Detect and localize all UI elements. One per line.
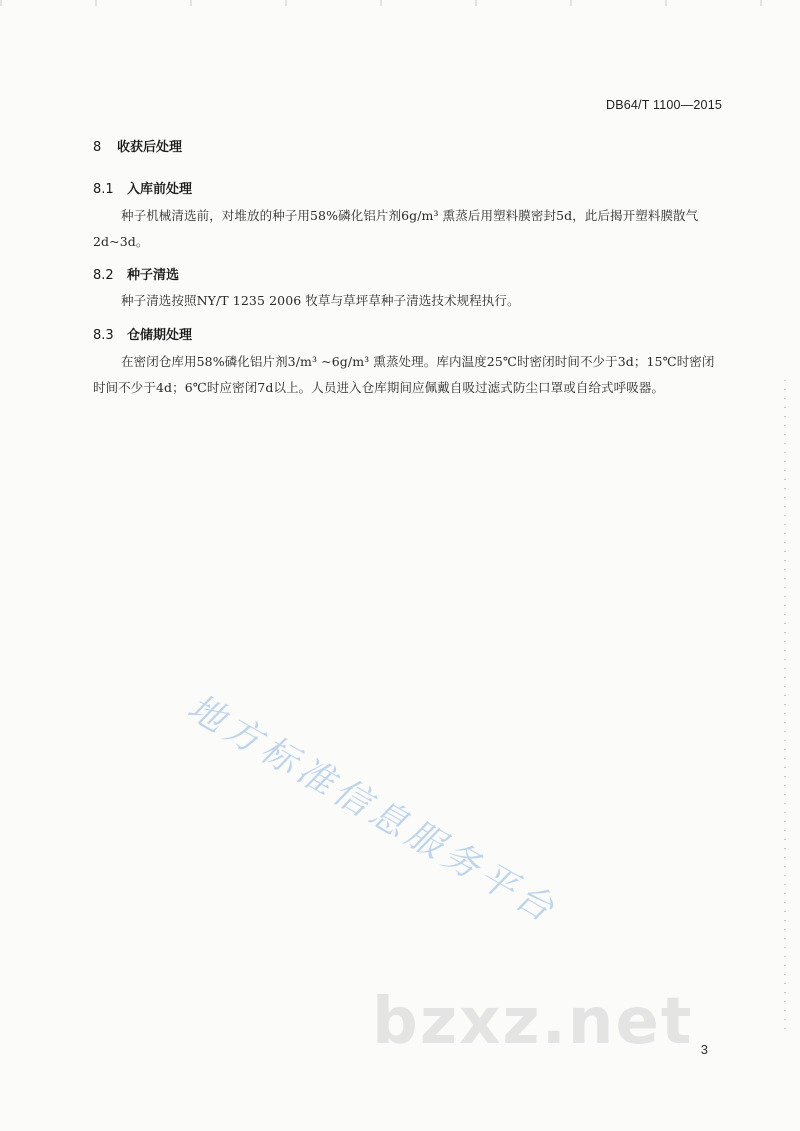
section-8-2-title: 种子清选 xyxy=(127,268,180,283)
platform-watermark: 地方标准信息服务平台 xyxy=(180,686,565,933)
section-8-heading xyxy=(93,136,182,155)
section-8-3-title: 仓储期处理 xyxy=(127,328,193,343)
section-8-2-text: 种子清选按照NY/T 1235 2006 牧草与草坪草种子清选技术规程执行。 xyxy=(121,293,520,308)
page-number: 3 xyxy=(700,1042,708,1057)
document-code: DB64/T 1100—2015 xyxy=(605,98,722,112)
section-8-title: 收获后处理 xyxy=(117,140,183,155)
section-8-1-number: 8.1 xyxy=(93,182,114,197)
scan-margin-dots xyxy=(784,380,786,1030)
section-8-3-heading xyxy=(93,324,192,343)
scan-edge xyxy=(0,0,800,6)
section-8-number: 8 xyxy=(93,140,102,155)
section-8-1-title: 入库前处理 xyxy=(127,182,193,197)
section-8-2-heading xyxy=(93,264,179,283)
section-8-2-number: 8.2 xyxy=(93,268,114,283)
section-8-3-text: 在密闭仓库用58%磷化铝片剂3/m³ ~6g/m³ 熏蒸处理。库内温度25℃时密闭时间不少于3d；15℃时密闭时间不少于4d；6℃时应密闭7d以上。人员进入仓库期间应佩戴自吸过滤式防尘口罩或自给式呼吸器。 xyxy=(93,354,715,395)
site-watermark: bzxz.net xyxy=(372,985,694,1059)
section-8-1-heading xyxy=(93,178,192,197)
section-8-3-number: 8.3 xyxy=(93,328,114,343)
section-8-1-text: 种子机械清选前，对堆放的种子用58%磷化铝片剂6g/m³ 熏蒸后用塑料膜密封5d，此后揭开塑料膜散气2d~3d。 xyxy=(93,208,699,249)
